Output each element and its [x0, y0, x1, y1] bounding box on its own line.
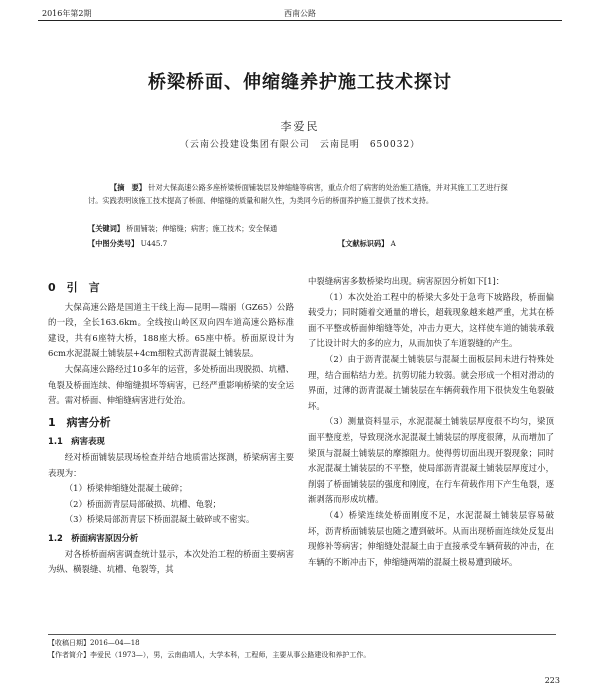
section-heading-intro: 0 引 言 — [48, 281, 100, 294]
doc-label: 【文献标识码】 — [338, 239, 389, 248]
paragraph: 对各桥桥面病害调查统计显示，本次处治工程的桥面主要病害为纵、横裂缝、坑槽、龟裂等，其 — [48, 548, 294, 575]
abstract-label: 【摘 要】 — [110, 183, 146, 192]
received-date: 【收稿日期】2016—04—18 — [48, 639, 140, 647]
issue-label: 2016年第2期 — [42, 9, 92, 18]
keywords-text: 桥面铺装；伸缩缝；病害；施工技术；安全保通 — [126, 224, 278, 233]
subsection-heading: 1.2 桥面病害原因分析 — [48, 532, 139, 543]
section-heading-disease: 1 病害分析 — [48, 415, 111, 429]
paragraph: （3）测量资料显示，水泥混凝土铺装层厚度很不均匀，梁顶面平整度差，导致现浇水泥混凝土铺装层的厚度很薄，从而增加了梁顶与混凝土铺装层的摩擦阻力。使得剪切面出现开裂现象；同时水泥混凝土铺装层的不平整，使局部沥青混凝土铺装层厚度过小，削弱了桥面铺装层的强度和刚度，在行车荷载作用下产生龟裂，逐渐剥落而形成坑槽。 — [308, 416, 554, 505]
abstract — [88, 181, 508, 207]
author-bio: 【作者简介】李爱民（1973—），男，云南曲靖人，大学本科，工程师，主要从事公路建设和养护工作。 — [48, 651, 371, 659]
doc-code — [338, 237, 396, 250]
list-item: （1）桥梁伸缩缝处混凝土破碎； — [64, 483, 188, 494]
subsection-heading: 1.1 病害表现 — [48, 436, 105, 447]
doc-value: A — [390, 239, 396, 248]
keywords — [88, 222, 508, 235]
right-column — [308, 274, 554, 570]
page-number: 223 — [544, 676, 560, 685]
paragraph: 大保高速公路经过10多年的运营，多处桥面出现脱损、坑槽、龟裂及桥面连续、伸缩缝损坏等病害，已经严重影响桥梁的安全运营。需对桥面、伸缩缝病害进行处治。 — [48, 363, 294, 406]
paper-title: 桥梁桥面、伸缩缝养护施工技术探讨 — [148, 72, 452, 93]
running-header — [38, 6, 562, 21]
author-name: 李爱民 — [280, 120, 320, 133]
paragraph: （2）由于沥青混凝土铺装层与混凝土面板层间未进行特殊处理，结合面粘结力差。抗剪切能力较弱。就会形成一个相对滑动的界面，过薄的沥青混凝土铺装层在车辆荷载作用下很快发生龟裂破坏。 — [308, 353, 554, 411]
keywords-label: 【关键词】 — [88, 224, 124, 233]
abstract-text: 针对大保高速公路多座桥梁桥面铺装层及伸缩缝等病害，重点介绍了病害的处治施工措施，并对其施工工艺进行探讨。实践表明该施工技术提高了桥面、伸缩缝的质量和耐久性，为类同今后的桥面养护施工提供了技术支持。 — [88, 183, 508, 205]
paragraph: （1）本次处治工程中的桥梁大多处于急弯下坡路段，桥面偏载受力；同时随着交通量的增长，超载现象越来越严重，尤其在桥面不平整或桥面伸缩缝等处，冲击力更大，这样使车道的铺装承载了比设计时大的多的应力，从而加快了车道裂缝的产生。 — [308, 291, 554, 349]
affiliation: （云南公投建设集团有限公司 云南昆明 650032） — [179, 140, 421, 150]
left-column — [48, 274, 294, 578]
paragraph: （4）桥梁连续处桥面刚度不足，水泥混凝土铺装层容易破坏，沥青桥面铺装层也随之遭到破坏。从而出现桥面连续处反复出现修补等病害；伸缩缝处混凝土由于直接承受车辆荷载的冲击，在车辆的不断冲击下，伸缩缝两端的混凝土极易遭到破坏。 — [308, 509, 554, 567]
classification-row — [88, 237, 508, 250]
list-item: （2）桥面沥青层局部破损、坑槽、龟裂； — [64, 498, 221, 509]
paragraph: 大保高速公路是国道主干线上海—昆明—瑞丽（GZ65）公路的一段，全长163.6km。全线按山岭区双向四车道高速公路标准建设，共有6座特大桥，188座大桥。65座中桥。桥面原设计为6cm水泥混凝土铺装层+4cm细粒式沥青混凝土铺装层。 — [48, 301, 294, 359]
paragraph: 中裂缝病害多数桥梁均出现。病害原因分析如下[1]： — [308, 276, 505, 286]
paragraph: 经对桥面铺装层现场检查并结合地质雷达探测，桥梁病害主要表现为： — [48, 451, 294, 478]
footnote — [48, 634, 556, 661]
journal-name: 西南公路 — [284, 9, 316, 18]
clc-value: U445.7 — [140, 239, 168, 248]
list-item: （3）桥梁局部沥青层下桥面混凝土破碎或不密实。 — [64, 514, 255, 525]
clc-label: 【中图分类号】 — [88, 239, 139, 248]
